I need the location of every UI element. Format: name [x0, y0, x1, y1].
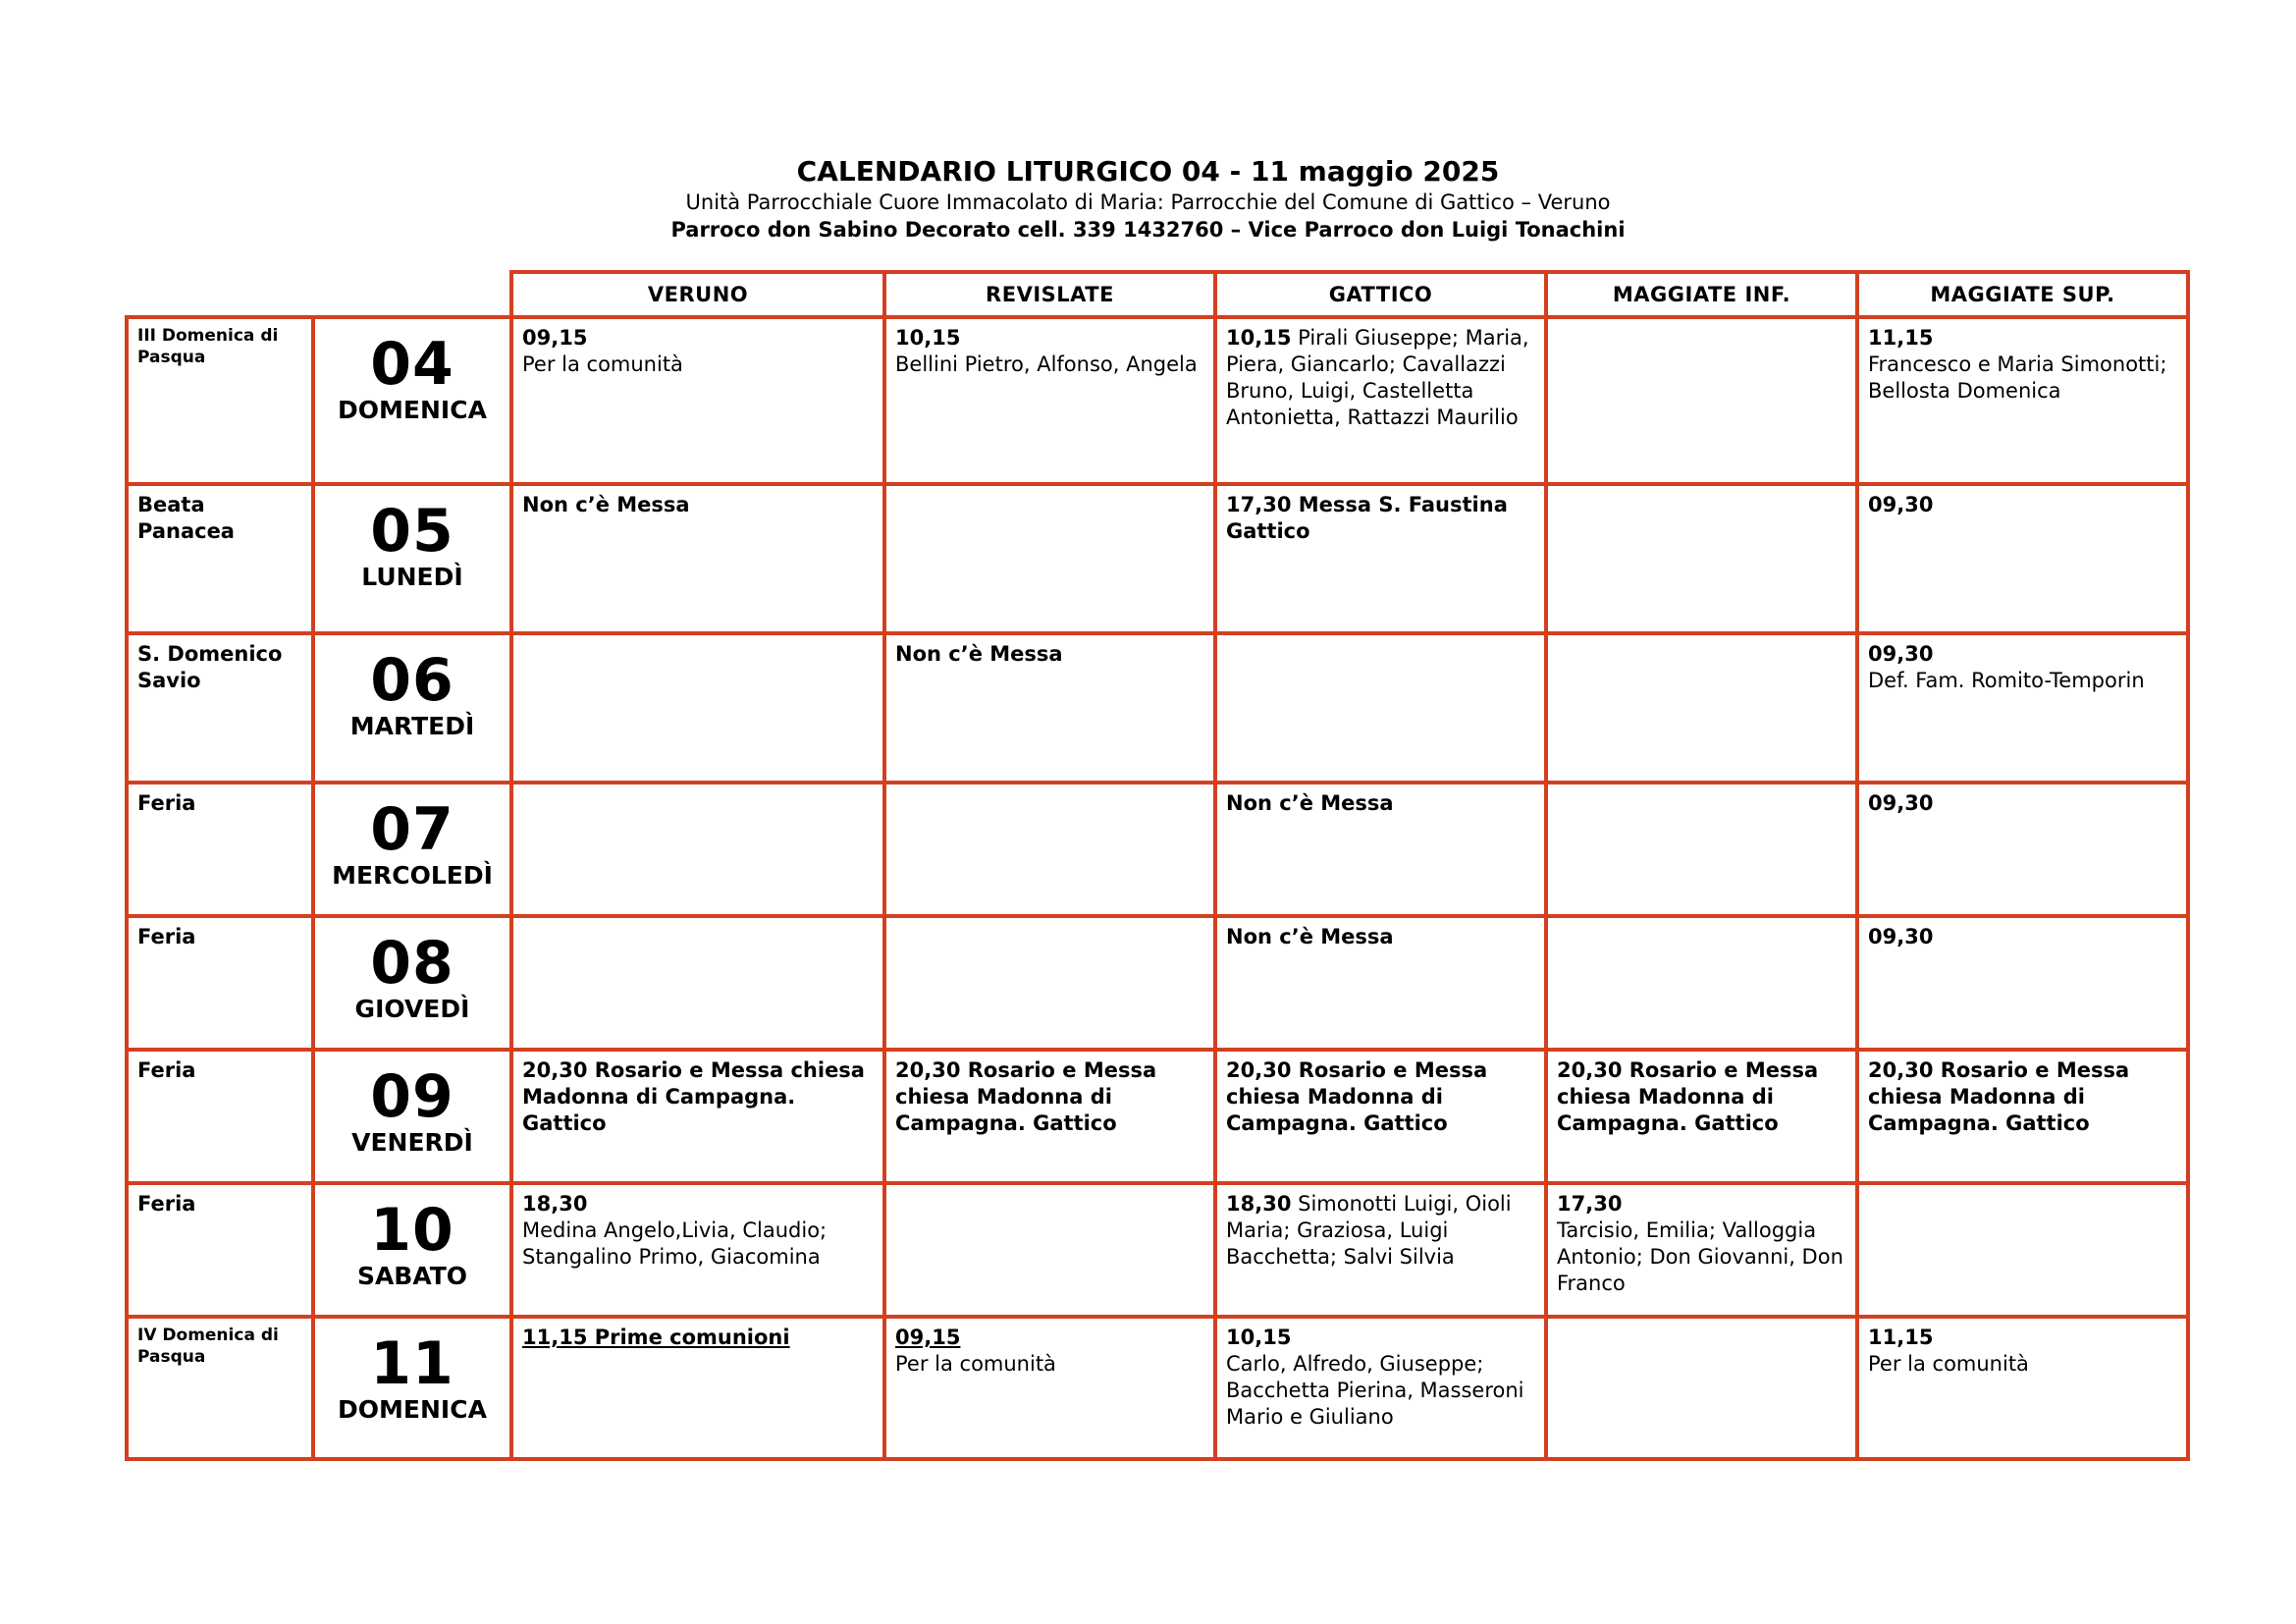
mass-time: Non c’è Messa	[1226, 791, 1394, 815]
calendar-row	[127, 1050, 2188, 1183]
mass-cell	[1546, 783, 1857, 916]
mass-time: 09,15	[895, 1326, 961, 1349]
column-header-revislate: REVISLATE	[884, 272, 1215, 317]
calendar-row	[127, 1317, 2188, 1459]
weekday-name: SABATO	[356, 1262, 468, 1290]
mass-cell	[511, 916, 884, 1050]
priests-contact: Parroco don Sabino Decorato cell. 339 1432760 – Vice Parroco don Luigi Tonachini	[670, 218, 1626, 242]
mass-cell	[884, 1183, 1215, 1317]
day-number: 04	[370, 330, 454, 399]
date-cell	[313, 1050, 511, 1183]
date-cell	[313, 1317, 511, 1459]
liturgical-day-name: III Domenica di Pasqua	[127, 317, 313, 484]
mass-time: 20,30 Rosario e Messa chiesa Madonna di Campagna. Gattico	[1868, 1058, 2130, 1135]
mass-cell	[1857, 317, 2188, 484]
weekday-name: GIOVEDÌ	[354, 995, 470, 1023]
mass-time: Non c’è Messa	[895, 642, 1063, 666]
mass-cell	[884, 317, 1215, 484]
column-header-maggiate-sup: MAGGIATE SUP.	[1857, 272, 2188, 317]
calendar-row	[127, 317, 2188, 484]
date-cell	[313, 484, 511, 633]
mass-time: 09,30	[1868, 791, 1934, 815]
liturgical-day-name: Feria	[127, 783, 313, 916]
mass-intention: Bellini Pietro, Alfonso, Angela	[895, 352, 1198, 376]
mass-cell	[511, 1050, 884, 1183]
date-cell	[313, 783, 511, 916]
mass-time: 20,30 Rosario e Messa chiesa Madonna di Campagna. Gattico	[522, 1058, 865, 1135]
mass-cell	[884, 1317, 1215, 1459]
mass-cell	[1857, 1183, 2188, 1317]
mass-cell	[1546, 317, 1857, 484]
mass-intention: Per la comunità	[1868, 1352, 2029, 1376]
mass-intention: Francesco e Maria Simonotti; Bellosta Domenica	[1868, 352, 2167, 403]
mass-intention: Def. Fam. Romito-Temporin	[1868, 669, 2145, 692]
mass-cell	[884, 1050, 1215, 1183]
day-number: 10	[370, 1196, 454, 1265]
blank-header	[127, 272, 313, 317]
calendar-row	[127, 1183, 2188, 1317]
mass-intention: Tarcisio, Emilia; Valloggia Antonio; Don Giovanni, Don Franco	[1557, 1218, 1843, 1295]
mass-time: 10,15	[895, 326, 961, 350]
liturgical-day-name: IV Domenica di Pasqua	[127, 1317, 313, 1459]
weekday-name: LUNEDÌ	[361, 563, 463, 591]
mass-cell	[1546, 1317, 1857, 1459]
day-number: 06	[370, 646, 454, 715]
mass-intention: Pirali Giuseppe; Maria, Piera, Giancarlo; Cavallazzi Bruno, Luigi, Castelletta Antonietta, Rattazzi Maurilio	[1226, 326, 1529, 429]
mass-cell	[1215, 317, 1546, 484]
mass-cell	[1215, 484, 1546, 633]
mass-time: 11,15	[1868, 1326, 1934, 1349]
mass-intention: Per la comunità	[895, 1352, 1056, 1376]
mass-time: 09,30	[1868, 925, 1934, 948]
mass-time: Non c’è Messa	[522, 493, 690, 516]
liturgical-day-name: Feria	[127, 1183, 313, 1317]
mass-cell	[511, 783, 884, 916]
page-title: CALENDARIO LITURGICO 04 - 11 maggio 2025	[796, 155, 1500, 188]
mass-time: 17,30	[1557, 1192, 1623, 1216]
mass-time: 20,30 Rosario e Messa chiesa Madonna di Campagna. Gattico	[895, 1058, 1157, 1135]
liturgical-day-name: S. Domenico Savio	[127, 633, 313, 783]
mass-intention: Per la comunità	[522, 352, 683, 376]
calendar-row	[127, 484, 2188, 633]
mass-time: 20,30 Rosario e Messa chiesa Madonna di Campagna. Gattico	[1557, 1058, 1819, 1135]
mass-time: 11,15	[1868, 326, 1934, 350]
mass-cell	[511, 1317, 884, 1459]
column-header-veruno: VERUNO	[511, 272, 884, 317]
mass-cell	[1546, 1183, 1857, 1317]
day-number: 07	[370, 795, 454, 864]
mass-time: 09,30	[1868, 642, 1934, 666]
mass-cell	[1215, 916, 1546, 1050]
mass-cell	[1857, 783, 2188, 916]
calendar-row	[127, 783, 2188, 916]
mass-cell	[884, 916, 1215, 1050]
mass-cell	[511, 1183, 884, 1317]
mass-time: 17,30 Messa S. Faustina Gattico	[1226, 493, 1508, 543]
day-number: 08	[370, 929, 454, 998]
mass-cell	[1546, 484, 1857, 633]
date-cell	[313, 916, 511, 1050]
mass-cell	[1546, 1050, 1857, 1183]
mass-time: 18,30	[522, 1192, 588, 1216]
mass-time: 11,15 Prime comunioni	[522, 1326, 790, 1349]
mass-intention: Simonotti Luigi, Oioli Maria; Graziosa, Luigi Bacchetta; Salvi Silvia	[1226, 1192, 1512, 1269]
mass-intention: Medina Angelo,Livia, Claudio; Stangalino Primo, Giacomina	[522, 1218, 828, 1269]
mass-time: Non c’è Messa	[1226, 925, 1394, 948]
weekday-name: MARTEDÌ	[349, 712, 475, 740]
parish-unit-subtitle: Unità Parrocchiale Cuore Immacolato di Maria: Parrocchie del Comune di Gattico – Veruno	[685, 190, 1611, 214]
mass-cell	[1546, 633, 1857, 783]
mass-cell	[1215, 783, 1546, 916]
mass-cell	[1857, 1317, 2188, 1459]
mass-cell	[1215, 1183, 1546, 1317]
mass-cell	[1857, 916, 2188, 1050]
mass-cell	[1857, 1050, 2188, 1183]
mass-intention: Carlo, Alfredo, Giuseppe; Bacchetta Pierina, Masseroni Mario e Giuliano	[1226, 1352, 1524, 1429]
mass-time: 10,15	[1226, 326, 1292, 350]
column-header-maggiate-inf: MAGGIATE INF.	[1546, 272, 1857, 317]
date-cell	[313, 633, 511, 783]
liturgical-day-name: Feria	[127, 1050, 313, 1183]
column-header-gattico: GATTICO	[1215, 272, 1546, 317]
mass-cell	[1857, 633, 2188, 783]
day-number: 05	[370, 497, 454, 566]
mass-time: 18,30	[1226, 1192, 1292, 1216]
date-cell	[313, 317, 511, 484]
day-number: 09	[370, 1062, 454, 1131]
mass-cell	[884, 484, 1215, 633]
mass-cell	[1215, 1317, 1546, 1459]
mass-cell	[1215, 633, 1546, 783]
day-number: 11	[370, 1329, 454, 1398]
mass-time: 09,30	[1868, 493, 1934, 516]
weekday-name: MERCOLEDÌ	[332, 861, 493, 890]
mass-time: 20,30 Rosario e Messa chiesa Madonna di Campagna. Gattico	[1226, 1058, 1488, 1135]
weekday-name: VENERDÌ	[351, 1128, 473, 1157]
weekday-name: DOMENICA	[338, 1395, 487, 1424]
liturgical-day-name: Feria	[127, 916, 313, 1050]
mass-cell	[1546, 916, 1857, 1050]
mass-cell	[511, 317, 884, 484]
mass-cell	[1857, 484, 2188, 633]
weekday-name: DOMENICA	[338, 396, 487, 424]
blank-header	[313, 272, 511, 317]
header-row	[127, 272, 2188, 317]
mass-cell	[1215, 1050, 1546, 1183]
calendar-row	[127, 916, 2188, 1050]
mass-cell	[511, 484, 884, 633]
mass-cell	[511, 633, 884, 783]
mass-time: 09,15	[522, 326, 588, 350]
mass-cell	[884, 633, 1215, 783]
calendar-row	[127, 633, 2188, 783]
liturgical-calendar-table	[125, 270, 2190, 1461]
mass-time: 10,15	[1226, 1326, 1292, 1349]
liturgical-day-name: Beata Panacea	[127, 484, 313, 633]
date-cell	[313, 1183, 511, 1317]
mass-cell	[884, 783, 1215, 916]
